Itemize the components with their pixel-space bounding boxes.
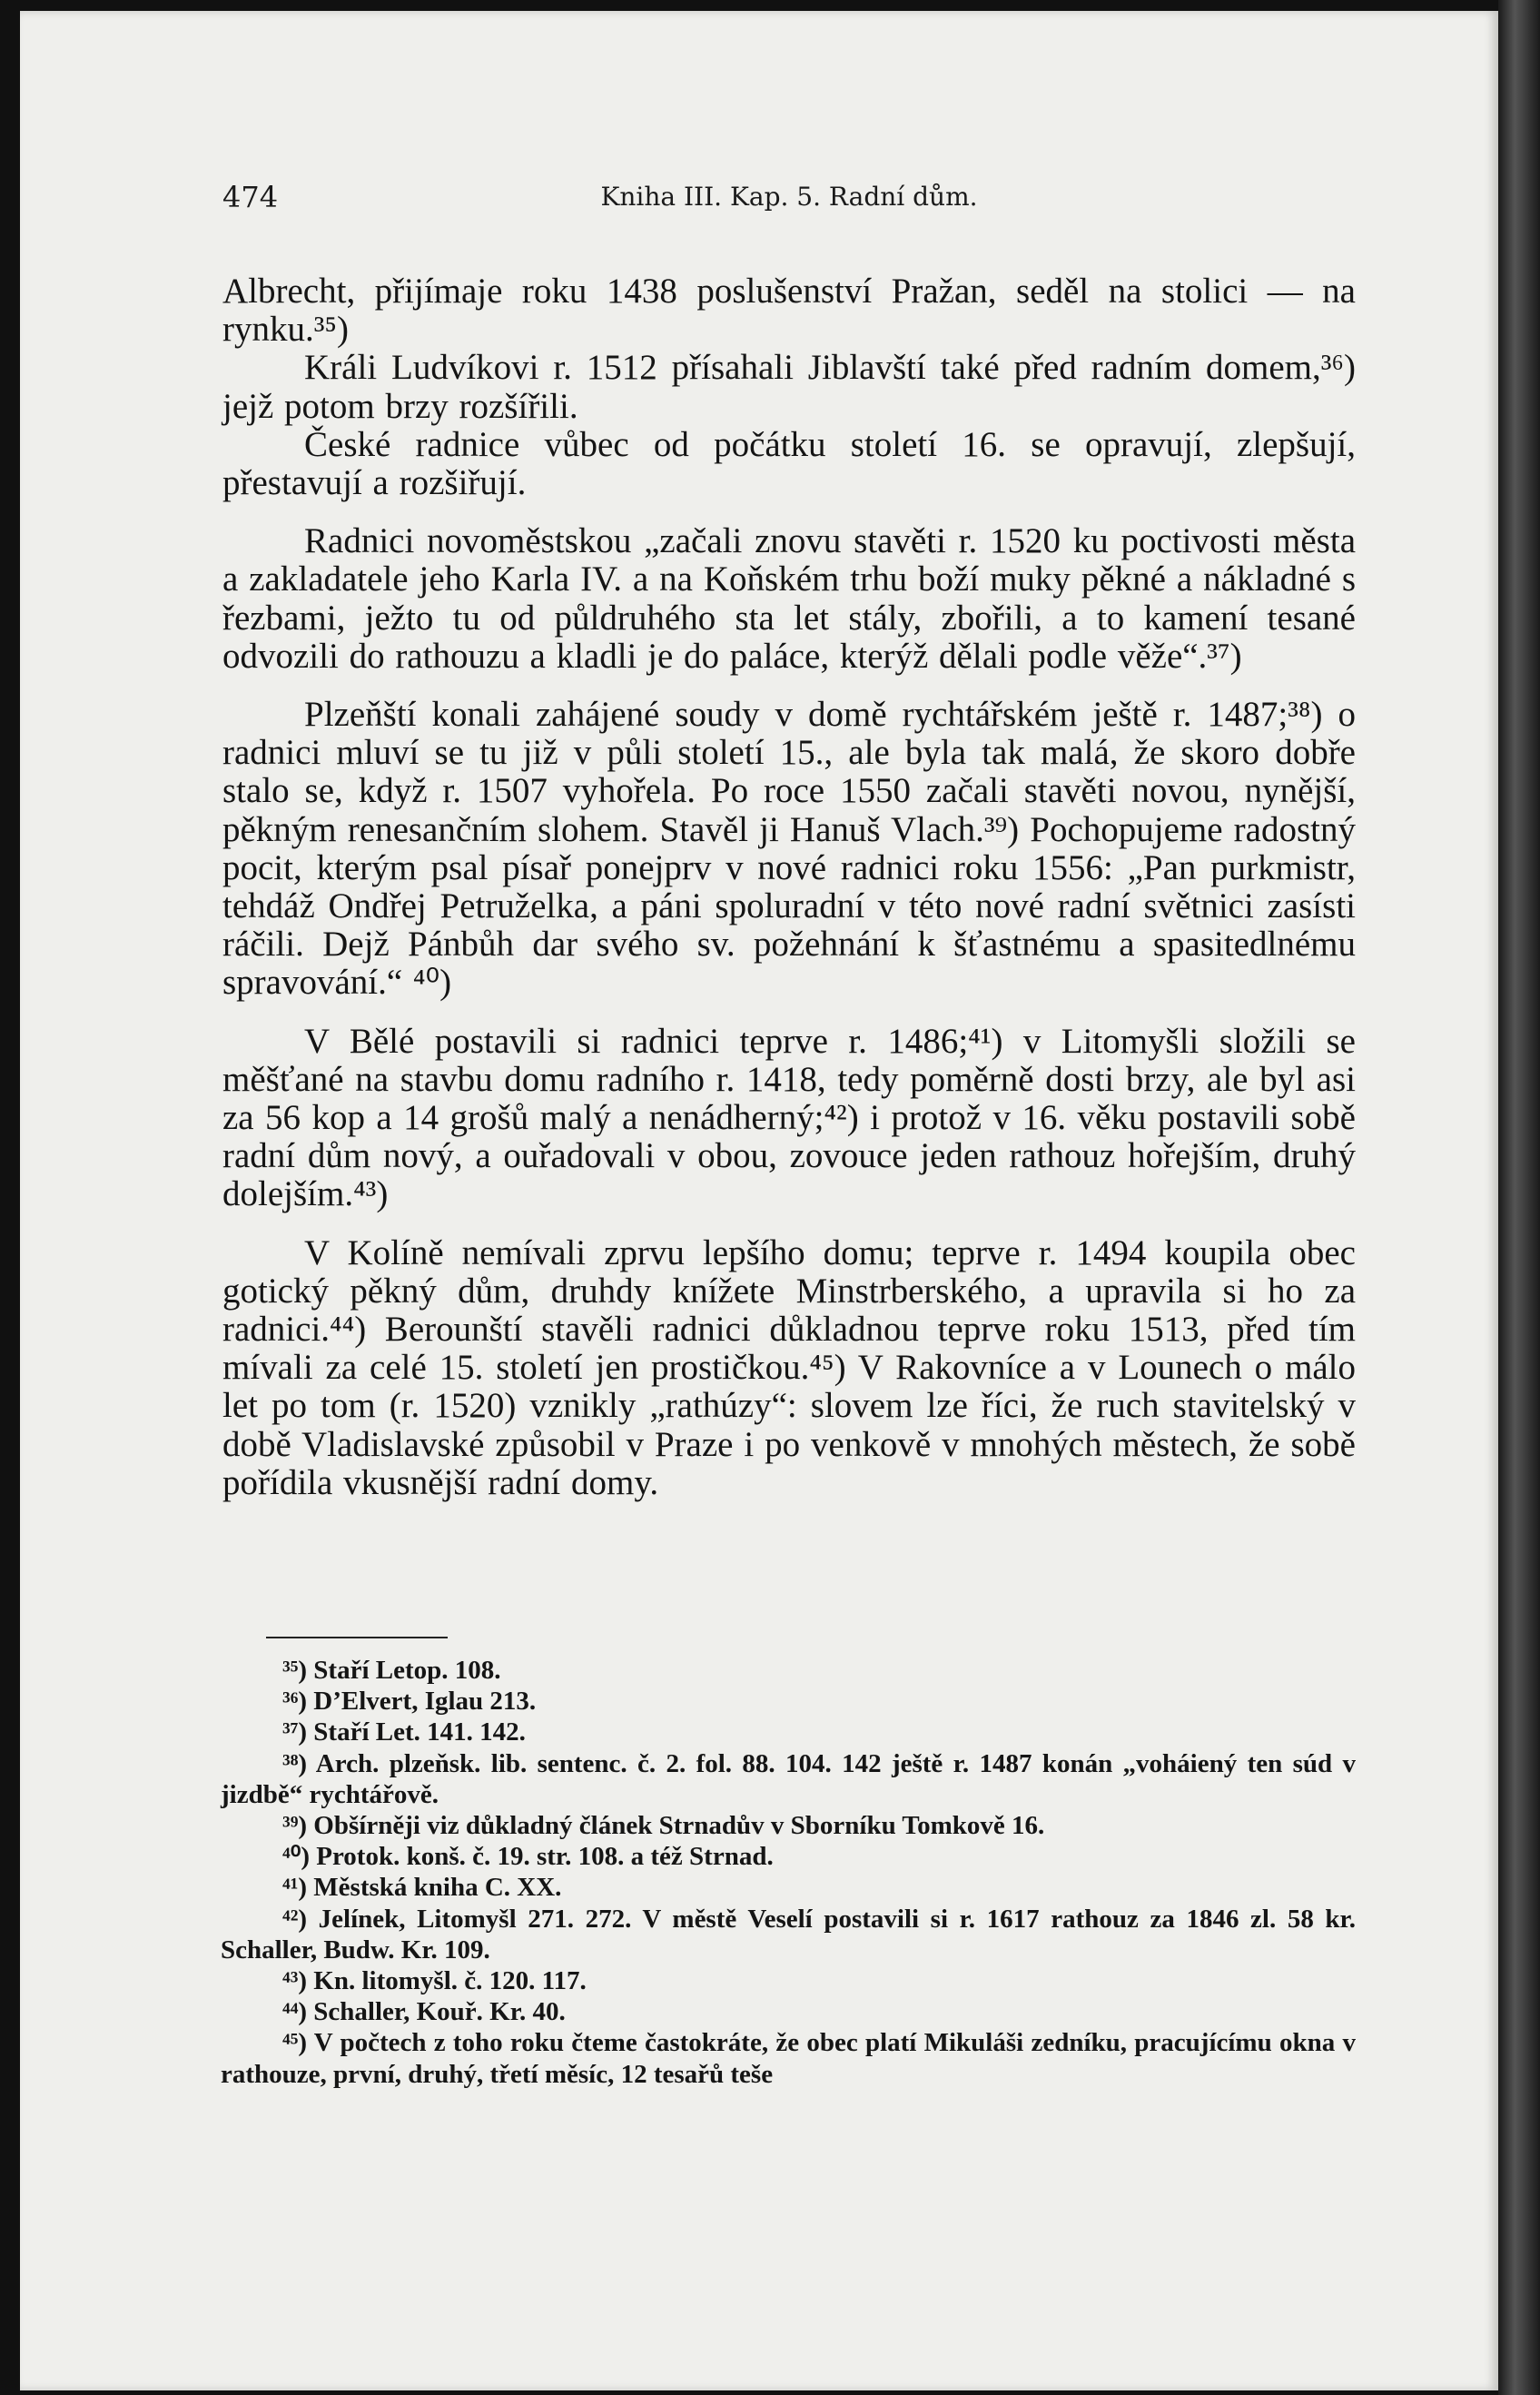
footnote: ³⁹) Obšírněji viz důkladný článek Strnadův v Sborníku Tomkově 16. (282, 1811, 1045, 1841)
footnote: ⁴⁵) V počtech z toho roku čteme častokráte, že obec platí Mikuláši zedníku, pracujícímu okna v rathouze, první, druhý, třetí měsíc, 12 tesařů teše (221, 2028, 1356, 2089)
footnote: ³⁶) D’Elvert, Iglau 213. (282, 1687, 537, 1717)
footnote: ⁴⁴) Schaller, Kouř. Kr. 40. (282, 1997, 566, 2027)
footnote: ³⁸) Arch. plzeňsk. lib. sentenc. č. 2. fol. 88. 104. 142 ještě r. 1487 konán „voháiený ten súd v jizdbě“ rychtářově. (221, 1748, 1356, 1809)
footnotes (221, 1655, 1356, 2090)
footnote: ⁴⁰) Protok. konš. č. 19. str. 108. a též Strnad. (282, 1842, 774, 1872)
paragraph: V Kolíně nemívali zprvu lepšího domu; teprve r. 1494 koupila obec gotický pěkný dům, druhdy knížete Minstrberského, a upravila si ho za radnici.⁴⁴) Berounští stavěli radnici důkladnou teprve roku 1513, před tím mívali za celé 15. století jen prostičkou.⁴⁵) V Rakovníce a v Lounech o málo let po tom (r. 1520) vznikly „rathúzy“: slovem lze říci, že ruch stavitelský v době Vladislavské způsobil v Praze i po venkově v mnohých městech, že sobě pořídila vkusnější radní domy. (222, 1232, 1356, 1502)
footnote: ⁴³) Kn. litomyšl. č. 120. 117. (282, 1966, 587, 1996)
paragraph: Králi Ludvíkovi r. 1512 přísahali Jiblavští také před radním domem,³⁶) jejž potom brzy rozšířili. (222, 348, 1356, 426)
footnote: ³⁷) Staří Let. 141. 142. (282, 1717, 526, 1747)
paragraph: V Bělé postavili si radnici teprve r. 1486;⁴¹) v Litomyšli složili se měšťané na stavbu domu radního r. 1418, tedy poměrně dosti brzy, ale byl asi za 56 kop a 14 grošů malý a nenádherný;⁴²) i protož v 16. věku postavili sobě radní dům nový, a ouřadovali v obou, zovouce jeden rathouz hořejším, druhý dolejším.⁴³) (222, 1021, 1356, 1214)
footnote: ³⁵) Staří Letop. 108. (282, 1656, 501, 1685)
paragraph: Plzeňští konali zahájené soudy v domě rychtářském ještě r. 1487;³⁸) o radnici mluví se tu již v půli století 15., ale byla tak malá, že skoro dobře stalo se, když r. 1507 vyhořela. Po roce 1550 začali stavěti novou, nynější, pěkným renesančním slohem. Stavěl ji Hanuš Vlach.³⁹) Pochopujeme radostný pocit, kterým psal písař ponejprv v nové radnici roku 1556: „Pan purkmistr, tehdáž Ondřej Petruželka, a páni spoluradní v této nové radní světnici zasísti ráčili. Dejž Pánbůh dar svého sv. požehnání k šťastnému a spasitedlnému spravování.“ ⁴⁰) (222, 695, 1356, 1003)
paragraph: Radnici novoměstskou „začali znovu stavěti r. 1520 ku poctivosti města a zakladatele jeho Karla IV. a na Koňském trhu boží muky pěkné a nákladné s řezbami, ježto tu od půldruhého sta let stály, zbořili, a to kamení tesané odvozili do rathouzu a kladli je do paláce, kterýž dělali podle věže“.³⁷) (222, 521, 1356, 676)
running-head: Kniha III. Kap. 5. Radní dům. (600, 182, 978, 212)
page-number: 474 (222, 180, 279, 214)
footnote-separator (266, 1637, 448, 1638)
paragraph: Albrecht, přijímaje roku 1438 poslušenství Pražan, seděl na stolici — na rynku.³⁵) (222, 272, 1356, 350)
page-header (222, 180, 1356, 220)
page-edge-shadow (1498, 0, 1540, 2395)
paragraph: České radnice vůbec od počátku století 16. se opravují, zlepšují, přestavují a rozšiřují. (222, 424, 1356, 503)
footnote: ⁴¹) Městská kniha C. XX. (282, 1873, 562, 1903)
footnote: ⁴²) Jelínek, Litomyšl 271. 272. V městě Veselí postavili si r. 1617 rathouz za 1846 zl. 58 kr. Schaller, Budw. Kr. 109. (221, 1904, 1356, 1964)
main-text (222, 272, 1356, 1502)
